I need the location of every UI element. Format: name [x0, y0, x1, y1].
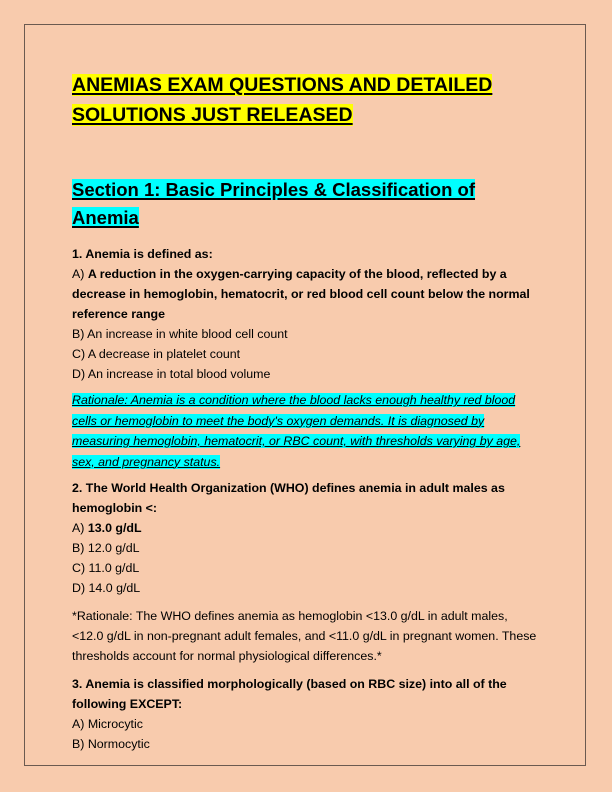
document-title — [72, 70, 542, 130]
question-stem: 3. Anemia is classified morphologically (based on RBC size) into all of the following EXCEPT: — [72, 677, 507, 711]
question-stem: 2. The World Health Organization (WHO) defines anemia in adult males as hemoglobin <: — [72, 481, 505, 515]
option-b: B) An increase in white blood cell count — [72, 327, 288, 341]
document-body — [72, 70, 542, 754]
option-d: D) 14.0 g/dL — [72, 581, 141, 595]
question-3 — [72, 674, 542, 754]
rationale-1 — [72, 390, 542, 472]
correct-answer: 13.0 g/dL — [87, 521, 142, 535]
section-heading-text: Section 1: Basic Principles & Classification of Anemia — [72, 179, 476, 228]
question-stem: 1. Anemia is defined as: — [72, 247, 213, 261]
rationale-text: Rationale: Anemia is a condition where the blood lacks enough healthy red blood cells or hemoglobin to meet the body's oxygen demands. It is diagnosed by measuring hemoglobin, hematocrit, or RBC count, with thresholds varying by age, sex, and pregnancy status. — [72, 393, 521, 469]
rationale-2: *Rationale: The WHO defines anemia as hemoglobin <13.0 g/dL in adult males, <12.0 g/dL in non-pregnant adult females, and <11.0 g/dL in pregnant women. These thresholds account for normal physiological differences.* — [72, 609, 537, 663]
option-b: B) 12.0 g/dL — [72, 541, 140, 555]
correct-answer: A reduction in the oxygen-carrying capacity of the blood, reflected by a decrease in hemoglobin, hematocrit, or red blood cell count below the normal reference range — [72, 267, 530, 321]
option-prefix: A) — [72, 267, 88, 281]
option-c: C) A decrease in platelet count — [72, 347, 241, 361]
option-a: A) Microcytic — [72, 717, 143, 731]
option-d: D) An increase in total blood volume — [72, 367, 271, 381]
document-title-text: ANEMIAS EXAM QUESTIONS AND DETAILED SOLUTIONS JUST RELEASED — [72, 74, 493, 126]
option-a — [72, 518, 542, 538]
question-2 — [72, 478, 542, 598]
question-1 — [72, 244, 542, 384]
option-a — [72, 264, 542, 324]
option-prefix: A) — [72, 521, 88, 535]
option-b: B) Normocytic — [72, 737, 150, 751]
option-c: C) 11.0 g/dL — [72, 561, 140, 575]
section-heading — [72, 176, 542, 232]
